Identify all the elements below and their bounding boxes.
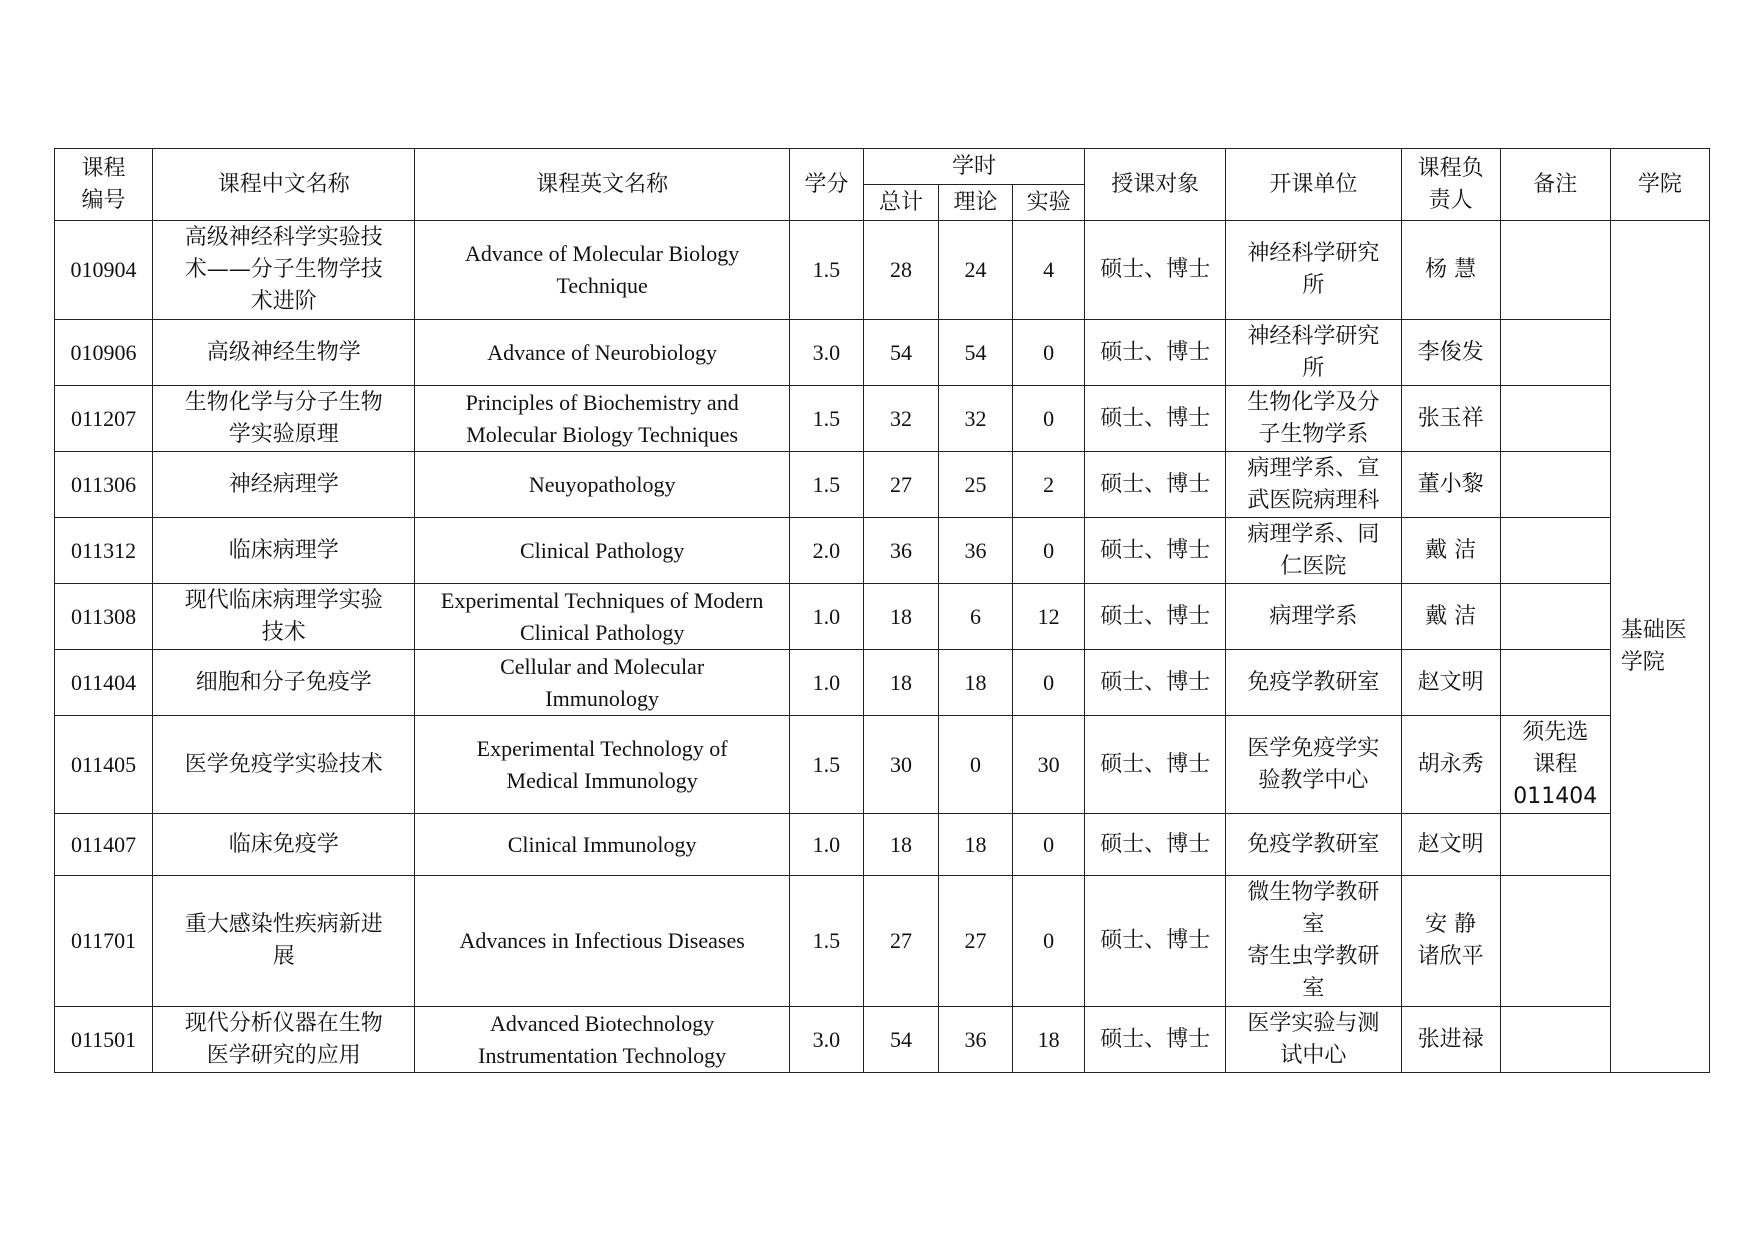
course-cn-name: 医学免疫学实验技术	[153, 716, 415, 814]
hours-total: 54	[863, 1007, 938, 1073]
course-unit: 病理学系、宣 武医院病理科	[1226, 452, 1401, 518]
course-en-name: Advances in Infectious Diseases	[415, 876, 789, 1007]
hours-theory: 24	[939, 221, 1013, 320]
header-hours-lab: 实验	[1013, 185, 1085, 221]
course-cn-name: 重大感染性疾病新进 展	[153, 876, 415, 1007]
course-audience: 硕士、博士	[1085, 650, 1226, 716]
hours-theory: 0	[939, 716, 1013, 814]
college-cell: 基础医 学院	[1610, 221, 1709, 1073]
course-code: 010904	[55, 221, 153, 320]
course-audience: 硕士、博士	[1085, 876, 1226, 1007]
table-row	[55, 876, 1710, 1007]
course-audience: 硕士、博士	[1085, 320, 1226, 386]
course-code: 011407	[55, 814, 153, 876]
course-credit: 3.0	[789, 1007, 863, 1073]
hours-theory: 36	[939, 1007, 1013, 1073]
table-row	[55, 1007, 1710, 1073]
course-cn-name: 细胞和分子免疫学	[153, 650, 415, 716]
course-credit: 1.5	[789, 716, 863, 814]
header-code: 课程 编号	[55, 149, 153, 221]
course-cn-name: 生物化学与分子生物 学实验原理	[153, 386, 415, 452]
header-hours-theory: 理论	[939, 185, 1013, 221]
hours-total: 36	[863, 518, 938, 584]
hours-total: 18	[863, 814, 938, 876]
table-row	[55, 452, 1710, 518]
hours-lab: 2	[1013, 452, 1085, 518]
course-code: 010906	[55, 320, 153, 386]
hours-total: 18	[863, 584, 938, 650]
course-unit: 医学免疫学实 验教学中心	[1226, 716, 1401, 814]
hours-lab: 30	[1013, 716, 1085, 814]
course-credit: 2.0	[789, 518, 863, 584]
course-remark	[1500, 650, 1610, 716]
course-lead: 安 静 诸欣平	[1401, 876, 1500, 1007]
course-unit: 病理学系、同 仁医院	[1226, 518, 1401, 584]
course-remark	[1500, 814, 1610, 876]
course-unit: 免疫学教研室	[1226, 814, 1401, 876]
course-credit: 1.5	[789, 452, 863, 518]
table-row	[55, 814, 1710, 876]
course-code: 011501	[55, 1007, 153, 1073]
hours-lab: 0	[1013, 518, 1085, 584]
hours-total: 18	[863, 650, 938, 716]
header-lead: 课程负 责人	[1401, 149, 1500, 221]
course-cn-name: 高级神经科学实验技 术——分子生物学技 术进阶	[153, 221, 415, 320]
course-lead: 董小黎	[1401, 452, 1500, 518]
table-body	[55, 221, 1710, 1073]
hours-theory: 54	[939, 320, 1013, 386]
course-credit: 1.0	[789, 584, 863, 650]
table-row	[55, 320, 1710, 386]
hours-lab: 0	[1013, 320, 1085, 386]
hours-total: 32	[863, 386, 938, 452]
table-row	[55, 584, 1710, 650]
course-code: 011306	[55, 452, 153, 518]
course-table	[54, 148, 1710, 1073]
course-remark	[1500, 876, 1610, 1007]
course-audience: 硕士、博士	[1085, 386, 1226, 452]
table-row	[55, 221, 1710, 320]
course-audience: 硕士、博士	[1085, 221, 1226, 320]
course-credit: 1.0	[789, 650, 863, 716]
hours-total: 27	[863, 876, 938, 1007]
course-cn-name: 神经病理学	[153, 452, 415, 518]
hours-theory: 6	[939, 584, 1013, 650]
course-unit: 免疫学教研室	[1226, 650, 1401, 716]
course-credit: 1.5	[789, 221, 863, 320]
course-remark	[1500, 452, 1610, 518]
course-en-name: Advance of Neurobiology	[415, 320, 789, 386]
table-row	[55, 650, 1710, 716]
course-code: 011312	[55, 518, 153, 584]
course-audience: 硕士、博士	[1085, 518, 1226, 584]
course-lead: 胡永秀	[1401, 716, 1500, 814]
course-lead: 戴 洁	[1401, 518, 1500, 584]
hours-lab: 0	[1013, 814, 1085, 876]
hours-total: 28	[863, 221, 938, 320]
hours-total: 27	[863, 452, 938, 518]
course-audience: 硕士、博士	[1085, 452, 1226, 518]
header-unit: 开课单位	[1226, 149, 1401, 221]
hours-lab: 18	[1013, 1007, 1085, 1073]
course-audience: 硕士、博士	[1085, 814, 1226, 876]
header-cn-name: 课程中文名称	[153, 149, 415, 221]
course-cn-name: 高级神经生物学	[153, 320, 415, 386]
course-en-name: Cellular and Molecular Immunology	[415, 650, 789, 716]
hours-lab: 0	[1013, 650, 1085, 716]
header-remark: 备注	[1500, 149, 1610, 221]
header-audience: 授课对象	[1085, 149, 1226, 221]
course-audience: 硕士、博士	[1085, 716, 1226, 814]
hours-theory: 36	[939, 518, 1013, 584]
table-header	[55, 149, 1710, 221]
hours-lab: 4	[1013, 221, 1085, 320]
course-unit: 神经科学研究 所	[1226, 320, 1401, 386]
course-cn-name: 临床免疫学	[153, 814, 415, 876]
course-code: 011405	[55, 716, 153, 814]
header-credit: 学分	[789, 149, 863, 221]
course-credit: 1.0	[789, 814, 863, 876]
hours-total: 30	[863, 716, 938, 814]
course-remark	[1500, 1007, 1610, 1073]
course-lead: 张进禄	[1401, 1007, 1500, 1073]
course-lead: 赵文明	[1401, 650, 1500, 716]
course-credit: 1.5	[789, 386, 863, 452]
course-remark	[1500, 386, 1610, 452]
header-hours-total: 总计	[863, 185, 938, 221]
course-cn-name: 临床病理学	[153, 518, 415, 584]
course-lead: 戴 洁	[1401, 584, 1500, 650]
course-remark: 须先选 课程 011404	[1500, 716, 1610, 814]
hours-lab: 0	[1013, 386, 1085, 452]
course-en-name: Clinical Pathology	[415, 518, 789, 584]
course-en-name: Experimental Technology of Medical Immunology	[415, 716, 789, 814]
course-credit: 1.5	[789, 876, 863, 1007]
hours-theory: 18	[939, 650, 1013, 716]
course-cn-name: 现代分析仪器在生物 医学研究的应用	[153, 1007, 415, 1073]
course-code: 011701	[55, 876, 153, 1007]
course-cn-name: 现代临床病理学实验 技术	[153, 584, 415, 650]
header-en-name: 课程英文名称	[415, 149, 789, 221]
hours-total: 54	[863, 320, 938, 386]
course-code: 011207	[55, 386, 153, 452]
course-audience: 硕士、博士	[1085, 1007, 1226, 1073]
course-en-name: Clinical Immunology	[415, 814, 789, 876]
course-en-name: Neuyopathology	[415, 452, 789, 518]
course-lead: 张玉祥	[1401, 386, 1500, 452]
course-en-name: Experimental Techniques of Modern Clinical Pathology	[415, 584, 789, 650]
hours-theory: 32	[939, 386, 1013, 452]
course-en-name: Advance of Molecular Biology Technique	[415, 221, 789, 320]
table-row	[55, 518, 1710, 584]
course-remark	[1500, 518, 1610, 584]
course-unit: 微生物学教研 室 寄生虫学教研 室	[1226, 876, 1401, 1007]
header-college: 学院	[1610, 149, 1709, 221]
course-en-name: Advanced Biotechnology Instrumentation Technology	[415, 1007, 789, 1073]
hours-theory: 18	[939, 814, 1013, 876]
table-row	[55, 386, 1710, 452]
course-remark	[1500, 320, 1610, 386]
course-code: 011404	[55, 650, 153, 716]
hours-lab: 12	[1013, 584, 1085, 650]
table-row	[55, 716, 1710, 814]
course-lead: 李俊发	[1401, 320, 1500, 386]
course-audience: 硕士、博士	[1085, 584, 1226, 650]
course-remark	[1500, 584, 1610, 650]
header-hours: 学时	[863, 149, 1084, 185]
course-unit: 神经科学研究 所	[1226, 221, 1401, 320]
hours-lab: 0	[1013, 876, 1085, 1007]
course-unit: 医学实验与测 试中心	[1226, 1007, 1401, 1073]
hours-theory: 27	[939, 876, 1013, 1007]
course-unit: 生物化学及分 子生物学系	[1226, 386, 1401, 452]
course-code: 011308	[55, 584, 153, 650]
hours-theory: 25	[939, 452, 1013, 518]
course-lead: 杨 慧	[1401, 221, 1500, 320]
course-unit: 病理学系	[1226, 584, 1401, 650]
course-lead: 赵文明	[1401, 814, 1500, 876]
course-remark	[1500, 221, 1610, 320]
course-credit: 3.0	[789, 320, 863, 386]
course-en-name: Principles of Biochemistry and Molecular Biology Techniques	[415, 386, 789, 452]
